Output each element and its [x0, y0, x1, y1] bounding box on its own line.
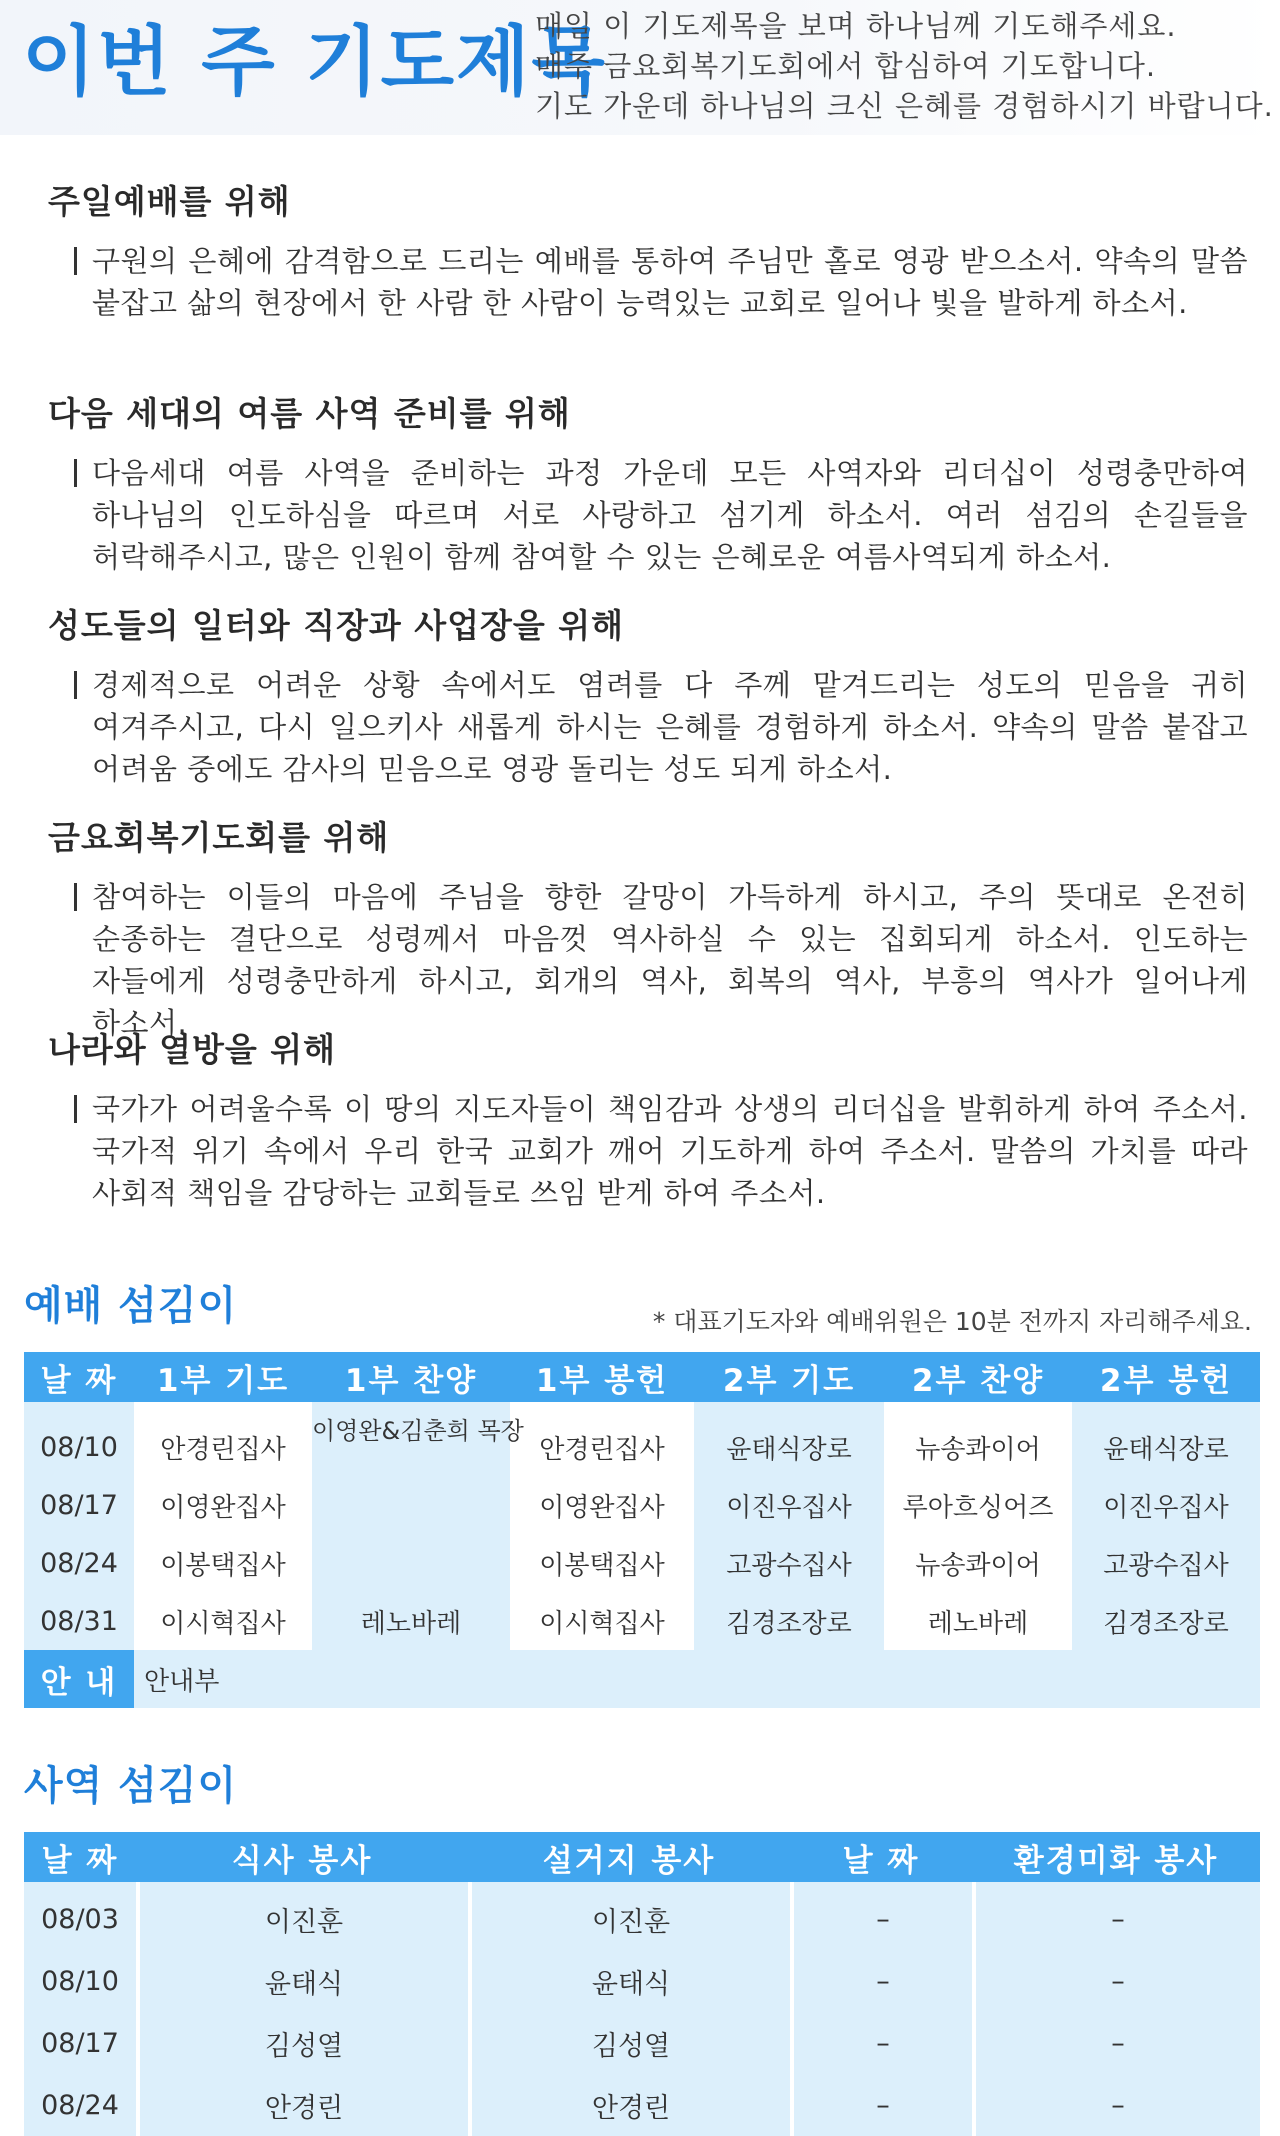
praise2-cell: 뉴송콰이어 [915, 1550, 1041, 1581]
prayer-text: 구원의 은혜에 감격함으로 드리는 예배를 통하여 주님만 홀로 영광 받으소서. 약속의 말씀 붙잡고 삶의 현장에서 한 사람 한 사람이 능력있는 교회로 일어나 빛을 발하게 하소서. [92, 244, 1248, 320]
intro-line: 매일 이 기도제목을 보며 하나님께 기도해주세요. [535, 9, 1177, 43]
offering2-cell: 윤태식장로 [1072, 1414, 1260, 1476]
ministry-section-title: 사역 섬김이 [24, 1763, 238, 1809]
offering2-cell: 김경조장로 [1072, 1592, 1260, 1650]
offering1-cell: 안경린집사 [539, 1434, 665, 1465]
column-header-praise1: 1부 찬양 [312, 1352, 510, 1402]
date-cell: 08/03 [24, 1888, 136, 1950]
prayer-title: 주일예배를 위해 [48, 182, 291, 221]
date2-cell: – [790, 2012, 972, 2074]
prayer2-cell: 김경조장로 [694, 1592, 884, 1650]
prayer2-cell: 윤태식장로 [694, 1414, 884, 1476]
date-cell: 08/10 [24, 1950, 136, 2012]
dish-cell: 윤태식 [468, 1950, 790, 2012]
column-header-date: 날 짜 [24, 1832, 136, 1882]
prayer1-cell: 이시혁집사 [160, 1608, 286, 1639]
prayer-body [48, 452, 1248, 578]
quote-bar [74, 883, 77, 911]
prayer1-cell: 안경린집사 [160, 1434, 286, 1465]
date-cell: 08/24 [24, 1534, 134, 1592]
meal-cell: 윤태식 [136, 1950, 468, 2012]
table-header-row [24, 1352, 1260, 1402]
dish-cell: 김성열 [468, 2012, 790, 2074]
clean-cell: – [972, 2012, 1260, 2074]
date-cell: 08/17 [24, 2012, 136, 2074]
usher-row [24, 1650, 1260, 1708]
intro-line: 매주 금요회복기도회에서 합심하여 기도합니다. [535, 49, 1157, 83]
prayer2-cell: 이진우집사 [694, 1476, 884, 1534]
praise1-cell [312, 1534, 510, 1592]
column-header-prayer2: 2부 기도 [694, 1352, 884, 1402]
date-cell: 08/10 [24, 1414, 134, 1476]
column-header-cleaning: 환경미화 봉사 [972, 1832, 1260, 1882]
worship-note: * 대표기도자와 예배위원은 10분 전까지 자리해주세요. [652, 1307, 1252, 1336]
date-cell: 08/17 [24, 1476, 134, 1534]
prayer-title: 나라와 열방을 위해 [48, 1030, 337, 1069]
intro-line: 기도 가운데 하나님의 크신 은혜를 경험하시기 바랍니다. [535, 89, 1274, 123]
quote-bar [74, 1095, 77, 1123]
column-header-meal: 식사 봉사 [136, 1832, 468, 1882]
prayer2-cell: 고광수집사 [694, 1534, 884, 1592]
offering2-cell: 고광수집사 [1072, 1534, 1260, 1592]
quote-bar [74, 671, 77, 699]
prayer-body [48, 240, 1248, 324]
page-title: 이번 주 기도제목 [22, 17, 607, 106]
table-row [24, 1950, 1260, 2012]
table-row [24, 1476, 1260, 1534]
ministry-servers-table [24, 1832, 1260, 2136]
table-header-row [24, 1832, 1260, 1882]
prayer-text: 참여하는 이들의 마음에 주님을 향한 갈망이 가득하게 하시고, 주의 뜻대로 온전히 순종하는 결단으로 성령께서 마음껏 역사하실 수 있는 집회되게 하소서. 인도하는 자들에게 성령충만하게 하시고, 회개의 역사, 회복의 역사, 부흥의 역사가 일어나게 하소서. [92, 880, 1248, 1040]
praise2-cell: 레노바레 [927, 1608, 1029, 1639]
page-header [0, 0, 1280, 135]
praise2-cell: 뉴송콰이어 [915, 1434, 1041, 1465]
date-cell: 08/24 [24, 2074, 136, 2136]
date2-cell: – [790, 2074, 972, 2136]
usher-label: 안 내 [24, 1650, 134, 1708]
prayer-item-friday-prayer [48, 816, 1248, 1044]
praise2-cell: 루아흐싱어즈 [902, 1492, 1054, 1523]
column-header-offering2: 2부 봉헌 [1072, 1352, 1260, 1402]
prayer-item-nations [48, 1028, 1248, 1214]
date2-cell: – [790, 1950, 972, 2012]
clean-cell: – [972, 1950, 1260, 2012]
table-row [24, 1534, 1260, 1592]
offering2-cell: 이진우집사 [1072, 1476, 1260, 1534]
quote-bar [74, 459, 77, 487]
table-row [24, 1592, 1260, 1650]
prayer-title: 다음 세대의 여름 사역 준비를 위해 [48, 394, 571, 433]
worship-servers-table [24, 1352, 1260, 1708]
column-header-praise2: 2부 찬양 [884, 1352, 1072, 1402]
prayer1-cell: 이영완집사 [160, 1492, 286, 1523]
prayer-text: 다음세대 여름 사역을 준비하는 과정 가운데 모든 사역자와 리더십이 성령충만하여 하나님의 인도하심을 따르며 서로 사랑하고 섬기게 하소서. 여러 섬김의 손길들을 허락해주시고, 많은 인원이 함께 참여할 수 있는 은혜로운 여름사역되게 하소서. [92, 456, 1248, 574]
dish-cell: 이진훈 [468, 1888, 790, 1950]
prayer1-cell: 이봉택집사 [160, 1550, 286, 1581]
prayer-title: 성도들의 일터와 직장과 사업장을 위해 [48, 606, 625, 645]
prayer-text: 국가가 어려울수록 이 땅의 지도자들이 책임감과 상생의 리더십을 발휘하게 하여 주소서. 국가적 위기 속에서 우리 한국 교회가 깨어 기도하게 하여 주소서. 말씀의 가치를 따라 사회적 책임을 감당하는 교회들로 쓰임 받게 하여 주소서. [92, 1092, 1249, 1210]
prayer-body [48, 876, 1248, 1044]
praise1-cell: 레노바레 [312, 1592, 510, 1650]
column-header-offering1: 1부 봉헌 [510, 1352, 694, 1402]
offering1-cell: 이영완집사 [539, 1492, 665, 1523]
usher-value: 안내부 [134, 1650, 1260, 1708]
table-row [24, 1888, 1260, 1950]
meal-cell: 안경린 [136, 2074, 468, 2136]
date2-cell: – [790, 1888, 972, 1950]
column-header-prayer1: 1부 기도 [134, 1352, 312, 1402]
column-header-date: 날 짜 [24, 1352, 134, 1402]
table-row [24, 1414, 1260, 1476]
prayer-title: 금요회복기도회를 위해 [48, 818, 390, 857]
meal-cell: 이진훈 [136, 1888, 468, 1950]
offering1-cell: 이봉택집사 [539, 1550, 665, 1581]
quote-bar [74, 247, 77, 275]
column-header-date2: 날 짜 [790, 1832, 972, 1882]
table-row [24, 2012, 1260, 2074]
prayer-item-next-generation [48, 392, 1248, 578]
praise1-cell: 이영완&김춘희 목장 [312, 1414, 510, 1476]
intro-text [535, 6, 1275, 126]
clean-cell: – [972, 2074, 1260, 2136]
date-cell: 08/31 [24, 1592, 134, 1650]
praise1-cell [312, 1476, 510, 1534]
prayer-body [48, 1088, 1248, 1214]
clean-cell: – [972, 1888, 1260, 1950]
prayer-text: 경제적으로 어려운 상황 속에서도 염려를 다 주께 맡겨드리는 성도의 믿음을 귀히 여겨주시고, 다시 일으키사 새롭게 하시는 은혜를 경험하게 하소서. 약속의 말씀 붙잡고 어려움 중에도 감사의 믿음으로 영광 돌리는 성도 되게 하소서. [92, 668, 1248, 786]
worship-section-title: 예배 섬김이 [24, 1283, 238, 1329]
offering1-cell: 이시혁집사 [539, 1608, 665, 1639]
table-spacer-row [24, 1402, 1260, 1414]
prayer-item-sunday-worship [48, 180, 1248, 324]
prayer-item-workplaces [48, 604, 1248, 790]
meal-cell: 김성열 [136, 2012, 468, 2074]
prayer-body [48, 664, 1248, 790]
column-header-dishes: 설거지 봉사 [468, 1832, 790, 1882]
table-row [24, 2074, 1260, 2136]
dish-cell: 안경린 [468, 2074, 790, 2136]
